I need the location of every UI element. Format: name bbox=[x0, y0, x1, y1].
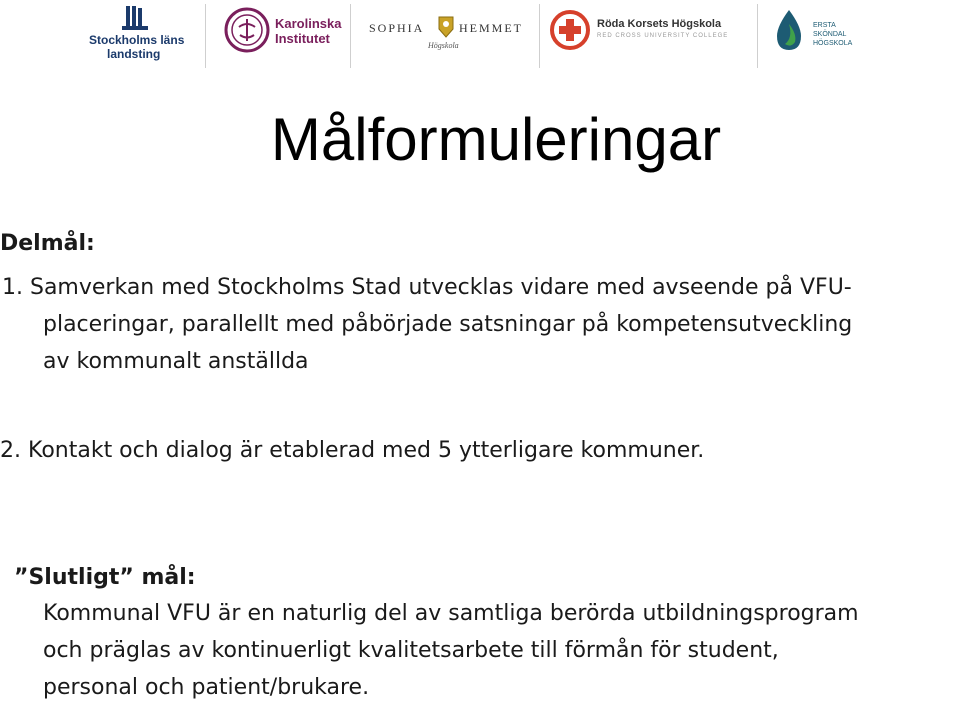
ersta-logo-text-line1: ERSTA bbox=[813, 22, 836, 29]
ersta-drop-icon bbox=[771, 8, 807, 54]
logo-divider bbox=[539, 4, 540, 68]
ki-logo-text-line1: Karolinska bbox=[275, 16, 342, 31]
delmal-item2: 2. Kontakt och dialog är etablerad med 5 ytterligare kommuner. bbox=[0, 438, 705, 463]
ersta-logo-text-line2: SKÖNDAL bbox=[813, 31, 847, 38]
delmal-item1-line2: placeringar, parallellt med påbörjade satsningar på kompetensutveckling bbox=[43, 312, 853, 337]
delmal-item1-line3: av kommunalt anställda bbox=[43, 349, 309, 374]
roda-korset-logo-subtitle: RED CROSS UNIVERSITY COLLEGE bbox=[597, 33, 729, 39]
sophia-logo-text-right: HEMMET bbox=[459, 21, 523, 35]
logo-divider bbox=[205, 4, 206, 68]
slutligt-line3: personal och patient/brukare. bbox=[43, 675, 370, 700]
delmal-heading: Delmål: bbox=[0, 231, 95, 256]
slutligt-line2: och präglas av kontinuerligt kvalitetsarbete till förmån för student, bbox=[43, 638, 779, 663]
sll-logo-mark bbox=[120, 6, 152, 32]
logo-divider bbox=[350, 4, 351, 68]
sll-logo-text-line2: landsting bbox=[107, 47, 161, 61]
page-title: Målformuleringar bbox=[270, 106, 722, 173]
sll-logo-text-line1: Stockholms läns bbox=[89, 33, 185, 47]
ersta-logo-text-line3: HÖGSKOLA bbox=[813, 40, 853, 47]
slutligt-line1: Kommunal VFU är en naturlig del av samtliga berörda utbildningsprogram bbox=[43, 601, 859, 626]
red-cross-icon bbox=[550, 10, 590, 50]
sophia-logo-text-left: SOPHIA bbox=[369, 21, 425, 35]
roda-korset-logo-text: Röda Korsets Högskola bbox=[597, 18, 722, 30]
sophia-crest-icon bbox=[437, 15, 455, 39]
logo-bar bbox=[0, 0, 960, 72]
ki-seal-icon bbox=[224, 7, 270, 53]
slutligt-heading: ”Slutligt” mål: bbox=[14, 565, 196, 590]
delmal-item1-line1: 1. Samverkan med Stockholms Stad utvecklas vidare med avseende på VFU- bbox=[2, 275, 852, 300]
logo-divider bbox=[757, 4, 758, 68]
sophia-logo-subtitle: Högskola bbox=[428, 41, 459, 50]
ki-logo-text-line2: Institutet bbox=[275, 31, 330, 46]
